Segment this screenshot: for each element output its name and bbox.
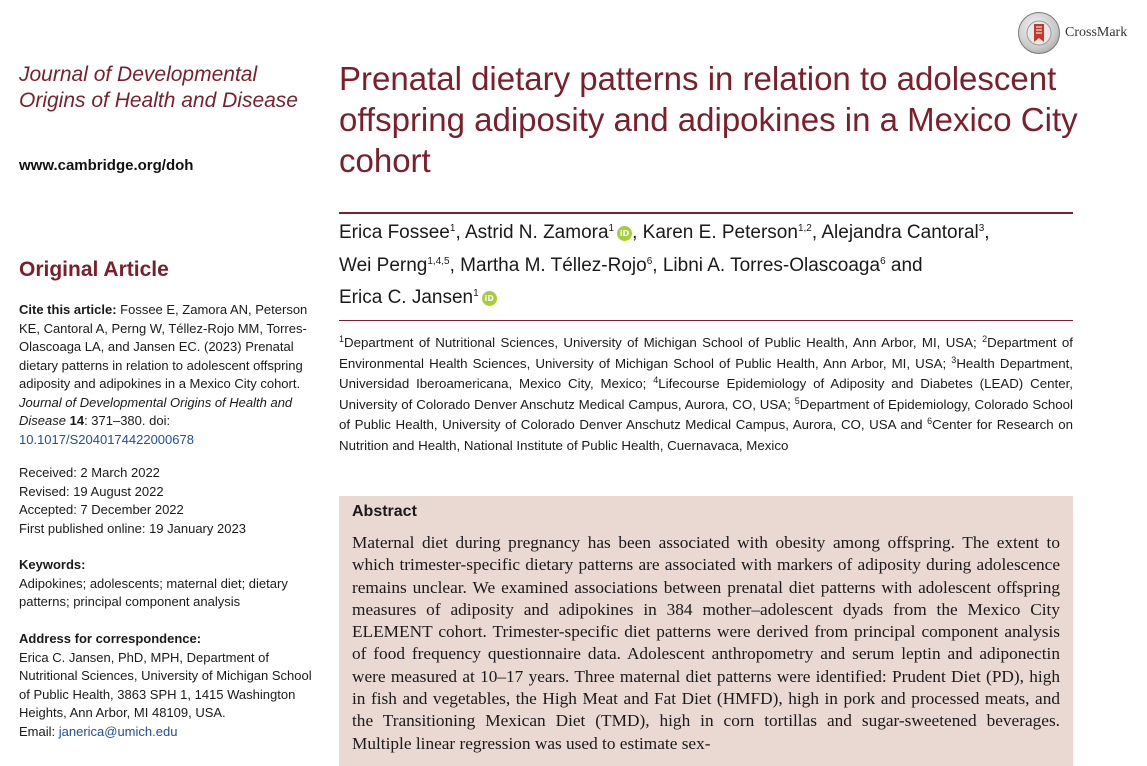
author-name[interactable]: Astrid N. Zamora [464,222,609,243]
email-link[interactable]: janerica@umich.edu [58,723,178,739]
author-list: Erica Fossee$^1$, Astrid N. Zamora$^1$ iD , Karen E. Peterson$^{1,2}$, Alejandra Cantoral$^3$, Wei Perng$^{1,4,5}$, Martha M. Téllez-Rojo$^6$, Libni A. Torres-Olascoaga$^6$ and Erica C. Jansen$^1$ iD [339,222,990,308]
affiliation-number: 2 [982,334,988,344]
cite-label: Cite this article: [19,302,117,317]
keywords-text: Adipokines; adolescents; maternal diet; dietary patterns; principal component analysis [19,575,288,609]
cite-journal: Journal of Developmental Origins of Health and Disease [19,394,293,428]
article-title: Prenatal dietary patterns in relation to adolescent offspring adiposity and adipokines in a Mexico City cohort [339,60,1078,179]
citation-block [19,301,317,449]
crossmark-badge[interactable] [1018,12,1147,54]
affiliation-number: 6 [927,416,933,427]
affiliation-text: Health Department, Universidad Iberoamericana, Mexico City, Mexico; [339,355,1074,392]
dates-block [19,464,317,538]
date-received: Received: 2 March 2022 [19,465,160,480]
affiliation-text: Center for Research on Nutrition and Health, National Institute of Public Health, Cuernavaca, Mexico [339,417,1073,453]
author-name[interactable]: Wei Perng [339,254,428,276]
author-affiliation: 1 [473,288,479,299]
affiliations-block [339,333,1073,457]
email-label: Email: [19,723,59,739]
author-affiliation: 6 [646,255,653,267]
title-divider [339,212,1073,214]
correspondence-email-line [19,723,317,742]
journal-name: Journal of Developmental Origins of Health and Disease [19,63,298,112]
abstract-box [339,496,1073,766]
orcid-icon[interactable]: iD [482,291,497,306]
date-accepted: Accepted: 7 December 2022 [19,502,184,517]
author-name[interactable]: Erica C. Jansen [339,287,474,308]
date-published: First published online: 19 January 2023 [19,520,246,536]
cite-pages: : 371–380. doi: [84,413,171,428]
author-affiliation: 6 [880,255,886,267]
keywords-label: Keywords: [19,557,86,572]
abstract-body: Maternal diet during pregnancy has been associated with obesity among offspring. The extent to which trimester-specific dietary patterns are associated with markers of adiposity during adolescence remains unclear. We examined associations between prenatal diet patterns with adolescent offspring measures of adiposity and adipokines in 384 mother–adolescent dyads from the Mexico City ELEMENT cohort. Trimester-specific diet patterns were derived from principal component analysis of food frequency questionnaire data. Adolescent anthropometry and serum leptin and adiponectin were measured at 10–17 years. Three maternal diet patterns were identified: Prudent Diet (PD), high in fish and vegetables, the High Meat and Fat Diet (HMFD), high in pork and processed meats, and the Transitioning Mexican Diet (TMD), high in corn tortillas and sugar-sweetened beverages. Multiple linear regression was used to estimate sex- [352,533,1060,753]
correspondence-text: Erica C. Jansen, PhD, MPH, Department of Nutritional Sciences, University of Michigan School of Public Health, 3863 SPH 1, 1415 Washington Heights, Ann Arbor, MI 48109, USA. [19,649,312,720]
crossmark-bookmark-icon [1025,19,1053,47]
author-affiliation: 1,2 [797,223,812,234]
orcid-icon[interactable]: iD [617,226,632,241]
affiliation-text: Department of Epidemiology, Colorado School of Public Health, University of Colorado Denver Anschutz Medical Campus, Aurora, CO, USA and [339,396,1073,433]
author-name[interactable]: Karen E. Peterson [642,222,798,243]
cite-volume: 14 [69,413,85,428]
affiliation-text: Department of Nutritional Sciences, University of Michigan School of Public Health, Ann Arbor, MI, USA; [344,335,983,350]
affiliation-text: Department of Environmental Health Sciences, University of Michigan School of Public Health, Ann Arbor, MI, USA; [339,335,1073,371]
author-name[interactable]: Martha M. Téllez-Rojo [460,254,647,276]
author-affiliation: 1,4,5 [427,255,450,267]
affiliation-number: 5 [794,395,800,406]
affiliation-number: 1 [339,334,345,344]
date-revised: Revised: 19 August 2022 [19,483,164,499]
author-name[interactable]: Alejandra Cantoral [821,222,979,243]
keywords-block [19,556,317,612]
cite-text: Fossee E, Zamora AN, Peterson KE, Cantoral A, Perng W, Téllez-Rojo MM, Torres-Olascoaga LA, and Jansen EC. (2023) Prenatal dietary patterns in relation to adolescent offspring adiposity and adipokines in a Mexico City cohort. [19,302,308,391]
correspondence-label: Address for correspondence: [19,631,202,646]
journal-url-link[interactable]: www.cambridge.org/doh [19,157,194,174]
doi-link[interactable]: 10.1017/S2040174422000678 [19,431,194,447]
abstract-heading: Abstract [352,503,417,520]
affiliation-number: 4 [653,375,659,386]
author-affiliation: 1 [449,223,456,234]
author-affiliation: 1 [608,223,615,234]
author-name[interactable]: Libni A. Torres-Olascoaga [662,254,881,276]
crossmark-icon [1018,12,1060,54]
article-type: Original Article [19,258,169,281]
author-affiliation: 3 [978,223,985,234]
author-name[interactable]: Erica Fossee [339,222,450,243]
affiliation-number: 3 [951,354,957,365]
authors-divider [339,320,1073,321]
affiliation-text: Lifecourse Epidemiology of Adiposity and Diabetes (LEAD) Center, University of Colorado Denver Anschutz Medical Campus, Aurora, CO, USA; [339,376,1073,412]
crossmark-label: CrossMark [1065,25,1128,40]
correspondence-block [19,630,317,741]
